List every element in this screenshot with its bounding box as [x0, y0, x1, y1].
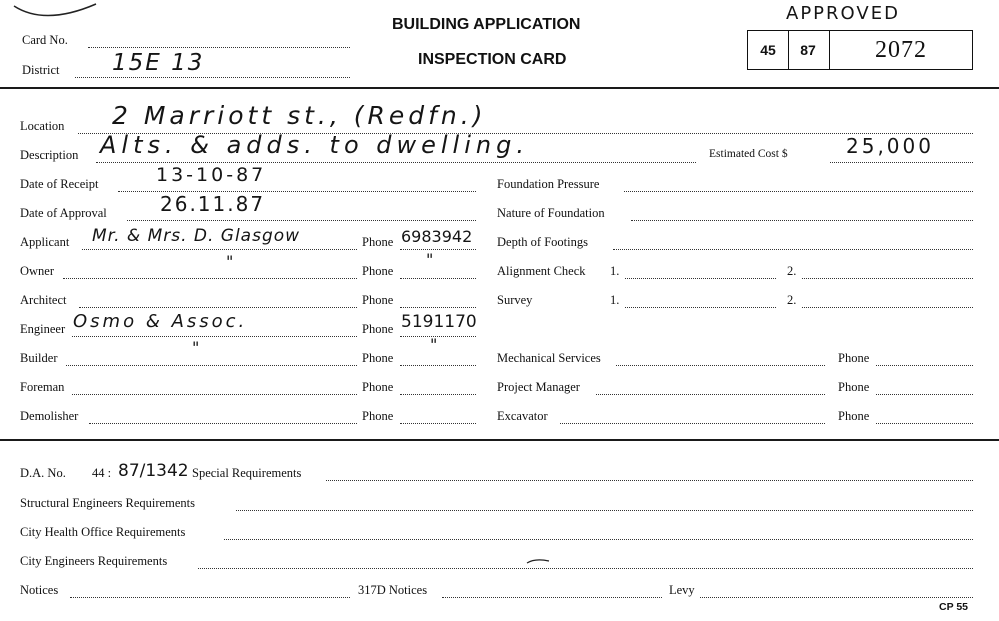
district-label: District — [22, 63, 60, 77]
demolisher-label: Demolisher — [20, 409, 79, 423]
date-of-approval-value: 26.11.87 — [160, 192, 266, 216]
survey-num1: 1. — [610, 293, 620, 307]
corner-mark — [0, 0, 110, 25]
description-field[interactable] — [96, 162, 696, 163]
location-value: 2 Marriott st., (Redfn.) — [112, 101, 487, 130]
foreman-phone-label: Phone — [362, 380, 394, 394]
engineer-field[interactable] — [72, 336, 357, 337]
city-health-requirements-label: City Health Office Requirements — [20, 525, 186, 539]
card-box-3 — [829, 30, 973, 70]
builder-phone-field[interactable] — [400, 365, 476, 366]
depth-of-footings-label: Depth of Footings — [497, 235, 588, 249]
survey-num2: 2. — [787, 293, 797, 307]
notices-label: Notices — [20, 583, 59, 597]
da-no-value: 87/1342 — [118, 461, 189, 481]
owner-phone-field[interactable] — [400, 278, 476, 279]
form-code: CP 55 — [939, 601, 968, 613]
owner-field[interactable] — [63, 278, 357, 279]
mechanical-services-label: Mechanical Services — [497, 351, 601, 365]
demolisher-phone-field[interactable] — [400, 423, 476, 424]
foreman-phone-field[interactable] — [400, 394, 476, 395]
da-no-prefix: 44 : — [92, 466, 112, 480]
notices-317d-label: 317D Notices — [358, 583, 428, 597]
excavator-field[interactable] — [560, 423, 825, 424]
foreman-field[interactable] — [72, 394, 357, 395]
card-no-field[interactable] — [88, 47, 350, 48]
date-of-approval-field[interactable] — [127, 220, 476, 221]
date-of-receipt-label: Date of Receipt — [20, 177, 99, 191]
demolisher-field[interactable] — [89, 423, 357, 424]
structural-requirements-label: Structural Engineers Requirements — [20, 496, 195, 510]
engineer-phone-value: 5191170 — [401, 312, 477, 332]
notices-317d-field[interactable] — [442, 597, 662, 598]
foundation-pressure-label: Foundation Pressure — [497, 177, 600, 191]
builder-phone-value: " — [430, 335, 438, 354]
applicant-phone-value: 6983942 — [401, 227, 473, 246]
survey-field-2[interactable] — [802, 307, 973, 308]
alignment-check-label: Alignment Check — [497, 264, 586, 278]
approved-stamp: APPROVED — [786, 3, 900, 24]
da-no-label: D.A. No. — [20, 466, 66, 480]
mechanical-services-field[interactable] — [616, 365, 825, 366]
levy-label: Levy — [669, 583, 695, 597]
card-box-1 — [747, 30, 789, 70]
owner-phone-label: Phone — [362, 264, 394, 278]
depth-of-footings-field[interactable] — [613, 249, 973, 250]
estimated-cost-label: Estimated Cost $ — [709, 148, 788, 160]
description-value: Alts. & adds. to dwelling. — [100, 131, 529, 159]
builder-label: Builder — [20, 351, 58, 365]
project-manager-phone-field[interactable] — [876, 394, 973, 395]
foreman-label: Foreman — [20, 380, 65, 394]
survey-label: Survey — [497, 293, 533, 307]
divider-top — [0, 87, 999, 89]
builder-field[interactable] — [66, 365, 357, 366]
architect-field[interactable] — [79, 307, 357, 308]
applicant-label: Applicant — [20, 235, 70, 249]
owner-phone-value: " — [426, 250, 434, 269]
project-manager-field[interactable] — [596, 394, 825, 395]
special-requirements-label: Special Requirements — [192, 466, 302, 480]
levy-field[interactable] — [700, 597, 973, 598]
project-manager-phone-label: Phone — [838, 380, 870, 394]
applicant-phone-field[interactable] — [400, 249, 476, 250]
applicant-field[interactable] — [82, 249, 357, 250]
location-label: Location — [20, 119, 65, 133]
city-engineers-requirements-field[interactable] — [198, 568, 973, 569]
special-requirements-field[interactable] — [326, 480, 973, 481]
architect-label: Architect — [20, 293, 67, 307]
owner-value: " — [226, 252, 234, 271]
card-box-1-value: 45 — [760, 42, 776, 58]
district-value: 15E 13 — [112, 50, 205, 76]
card-box-2 — [787, 30, 830, 70]
owner-label: Owner — [20, 264, 55, 278]
builder-value: " — [192, 338, 200, 357]
date-of-receipt-value: 13-10-87 — [156, 164, 267, 186]
demolisher-phone-label: Phone — [362, 409, 394, 423]
mechanical-services-phone-label: Phone — [838, 351, 870, 365]
engineer-value: Osmo & Assoc. — [73, 311, 248, 332]
survey-field-1[interactable] — [625, 307, 776, 308]
nature-of-foundation-field[interactable] — [631, 220, 973, 221]
date-of-approval-label: Date of Approval — [20, 206, 107, 220]
city-engineers-requirements-label: City Engineers Requirements — [20, 554, 168, 568]
divider-middle — [0, 439, 999, 441]
estimated-cost-value: 25,000 — [846, 134, 934, 158]
card-box-2-value: 87 — [800, 42, 816, 58]
nature-of-foundation-label: Nature of Foundation — [497, 206, 605, 220]
engineer-phone-label: Phone — [362, 322, 394, 336]
notices-field[interactable] — [70, 597, 350, 598]
district-field[interactable] — [75, 77, 350, 78]
architect-phone-field[interactable] — [400, 307, 476, 308]
foundation-pressure-field[interactable] — [624, 191, 973, 192]
structural-requirements-field[interactable] — [236, 510, 973, 511]
alignment-check-num1: 1. — [610, 264, 620, 278]
project-manager-label: Project Manager — [497, 380, 580, 394]
alignment-check-num2: 2. — [787, 264, 797, 278]
form-title-line1: BUILDING APPLICATION — [392, 16, 581, 33]
card-no-label: Card No. — [22, 33, 68, 47]
form-title-line2: INSPECTION CARD — [418, 51, 567, 68]
engineer-phone-field[interactable] — [400, 336, 476, 337]
estimated-cost-field[interactable] — [830, 162, 973, 163]
card-box-3-value: 2072 — [875, 36, 927, 63]
excavator-phone-field[interactable] — [876, 423, 973, 424]
excavator-phone-label: Phone — [838, 409, 870, 423]
architect-phone-label: Phone — [362, 293, 394, 307]
mechanical-services-phone-field[interactable] — [876, 365, 973, 366]
engineer-label: Engineer — [20, 322, 66, 336]
description-label: Description — [20, 148, 79, 162]
city-health-requirements-field[interactable] — [224, 539, 973, 540]
alignment-check-field-2[interactable] — [802, 278, 973, 279]
pen-mark — [525, 556, 551, 566]
excavator-label: Excavator — [497, 409, 548, 423]
builder-phone-label: Phone — [362, 351, 394, 365]
alignment-check-field-1[interactable] — [625, 278, 776, 279]
applicant-value: Mr. & Mrs. D. Glasgow — [92, 226, 301, 246]
applicant-phone-label: Phone — [362, 235, 394, 249]
